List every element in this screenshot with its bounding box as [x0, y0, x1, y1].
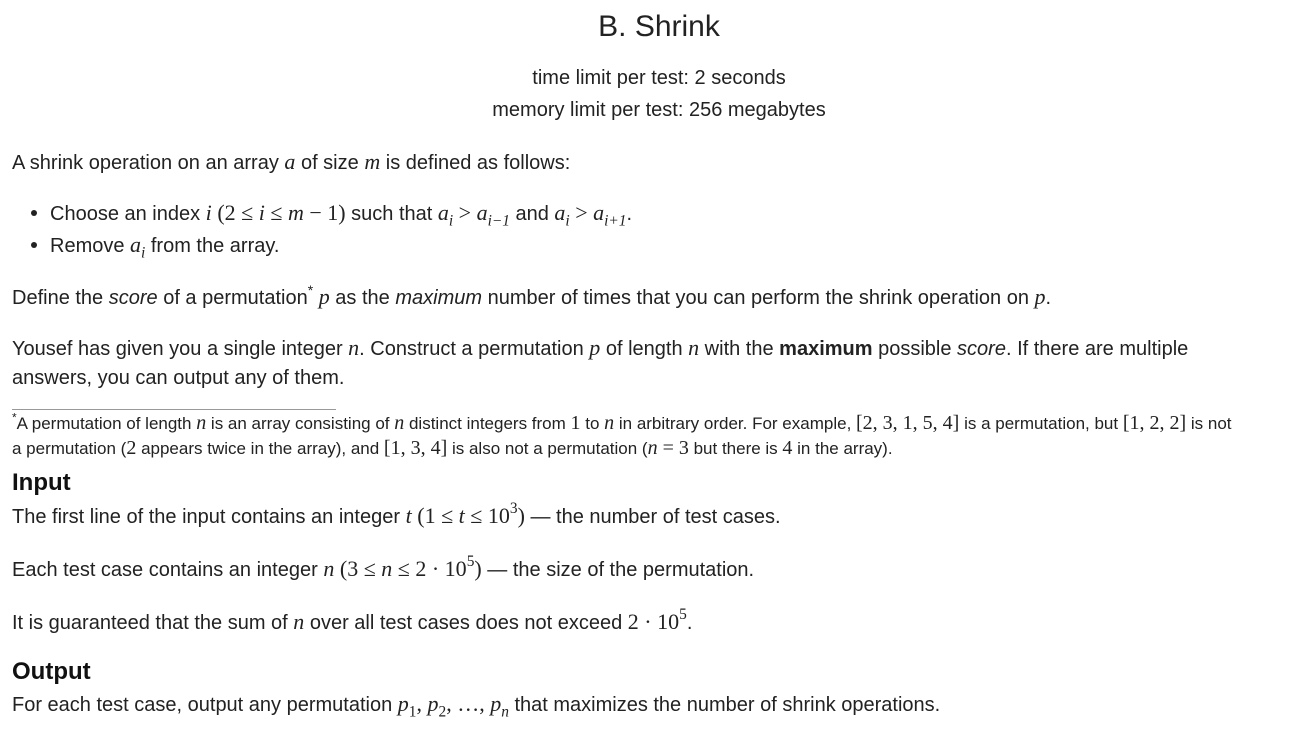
memory-limit: memory limit per test: 256 megabytes	[492, 99, 826, 121]
footnote-divider	[12, 409, 336, 410]
output-line: For each test case, output any permutation $p_1$, $p_2$, …, $p_n$ that maximizes the number of shrink operations.	[12, 691, 941, 721]
task-description: Yousef has given you a single integer n. Construct a permutation p of length n with the maximum possible score. If there are multiple answers, you can output any of them.	[12, 335, 1189, 389]
footnote-line-1: *A permutation of length n is an array consisting of n distinct integers from 1 to n in arbitrary order. For example, [2, 3, 1, 5, 4] is a permutation, but [1, 2, 2] is not	[12, 410, 1232, 434]
time-limit: time limit per test: 2 seconds	[532, 67, 786, 89]
score-definition: Define the score of a permutation* p as the maximum number of times that you can perform the shrink operation on p.	[12, 281, 1052, 309]
statement-intro: A shrink operation on an array a of size m is defined as follows:	[12, 149, 571, 174]
input-heading: Input	[12, 469, 71, 496]
rule-choose-index: Choose an index i (2 ≤ i ≤ m − 1) such that $a_i > a_{i-1}$ and $a_i > a_{i+1}$.	[50, 198, 632, 229]
bullet-dot	[31, 210, 37, 216]
rule-remove: Remove $a_i$ from the array.	[50, 230, 279, 261]
input-line-sum: It is guaranteed that the sum of n over all test cases does not exceed $2 \cdot 10^5$.	[12, 606, 693, 634]
input-line-n: Each test case contains an integer n $(3 \le n \le 2 \cdot 10^5)$ — the size of the permutation.	[12, 553, 755, 581]
bullet-dot	[31, 242, 37, 248]
output-heading: Output	[12, 658, 91, 685]
footnote-line-2: a permutation (2 appears twice in the array), and [1, 3, 4] is also not a permutation (n = 3 but there is 4 in the array).	[12, 437, 893, 459]
problem-title: B. Shrink	[598, 10, 720, 43]
input-line-t: The first line of the input contains an integer t $(1 \le t \le 10^3)$ — the number of test cases.	[12, 500, 781, 528]
